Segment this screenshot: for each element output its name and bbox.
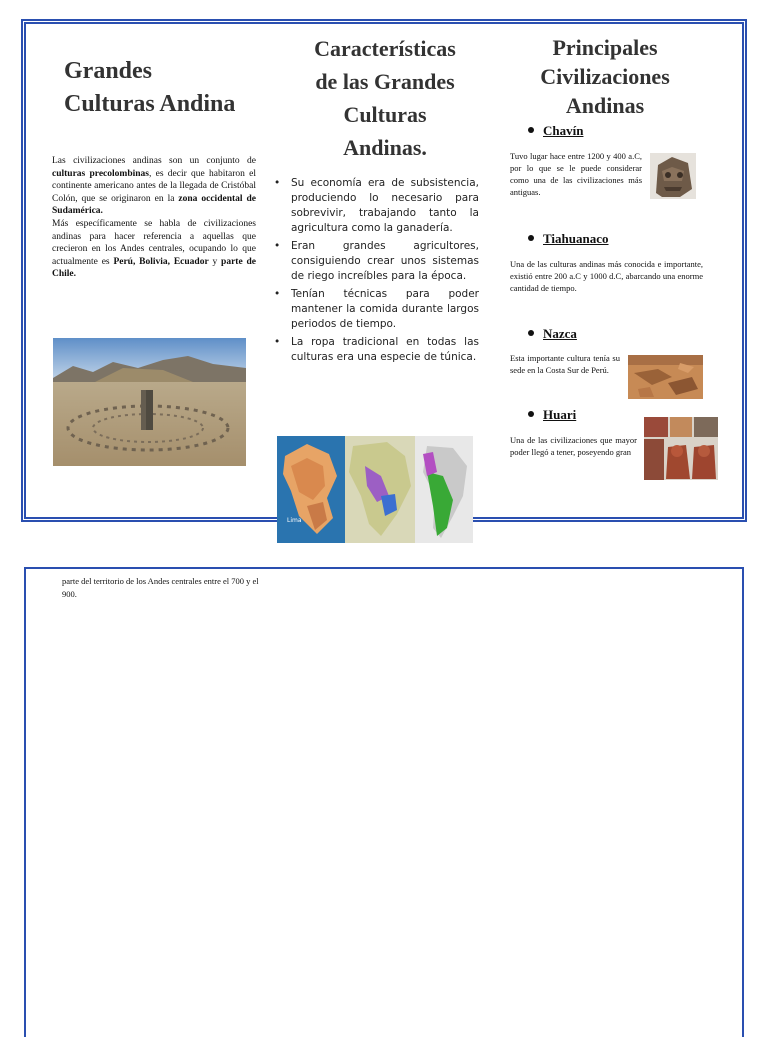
- right-title-line1: Principales: [552, 35, 658, 60]
- huari-statues-image: [644, 417, 718, 480]
- civ-heading-tiahuanaco: [528, 230, 609, 248]
- list-item: • Tenían técnicas para poder mantener la comida durante largos periodos de tiempo.: [274, 287, 479, 332]
- intro-text-1: Las civilizaciones andinas son un conjunto de: [52, 156, 256, 166]
- intro-text-4: y: [208, 256, 222, 267]
- intro-bold-3: Perú, Bolivia, Ecuador: [113, 256, 209, 267]
- map-label: Lima: [287, 517, 302, 524]
- list-item: • La ropa tradicional en todas las culturas era una especie de túnica.: [274, 335, 479, 365]
- middle-title: [295, 32, 475, 164]
- stone-circle-photo: [53, 338, 246, 466]
- right-title-line3: Andinas: [565, 93, 645, 118]
- middle-title-line3: Culturas: [343, 102, 427, 127]
- civ-heading-chavin: [528, 122, 583, 140]
- chavin-head-image: [650, 153, 696, 199]
- left-title: [64, 55, 264, 121]
- civ-text-chavin: Tuvo lugar hace entre 1200 y 400 a.C, por lo que se le puede considerar como una de las civilizaciones más antiguas.: [510, 151, 642, 197]
- intro-bold-2: zona occidental de Sudamérica.: [52, 193, 256, 217]
- right-title: [505, 33, 705, 120]
- intro-bold-1: culturas precolombinas: [52, 168, 149, 179]
- intro-bold-4: parte de Chile.: [52, 256, 256, 280]
- civ-text-tiahuanaco: Una de las culturas andinas más conocida e importante, existió entre 200 a.C y 1000 d.C, abarcando una enorme cantidad de tiempo.: [510, 259, 703, 293]
- civ-heading-huari: [528, 406, 576, 424]
- left-title-line2: Culturas Andina: [64, 91, 236, 117]
- continued-huari-text: parte del territorio de los Andes centrales entre el 700 y el 900.: [62, 576, 259, 599]
- bullet-icon: [528, 235, 534, 241]
- civ-name: Huari: [543, 407, 577, 422]
- intro-text-3: Más específicamente se habla de civilizaciones andinas para hacer referencia a aquellas que crecieron en los Andes centrales, ocupando lo que actualmente es: [52, 218, 256, 267]
- civ-name: Nazca: [543, 326, 577, 341]
- bullet-icon: [528, 127, 534, 133]
- characteristics-list: [274, 176, 479, 368]
- nazca-ruins-image: [628, 355, 703, 399]
- bullet-icon: [528, 330, 534, 336]
- right-title-line2: Civilizaciones: [540, 64, 670, 89]
- civ-name: Tiahuanaco: [543, 231, 609, 246]
- civ-text-nazca: Esta importante cultura tenía su sede en la Costa Sur de Perú.: [510, 353, 620, 375]
- intro-text-2: , es decir que habitaron el continente americano antes de la llegada de Cristóbal Colón, que se originaron en la: [52, 168, 256, 204]
- andean-maps-image: [277, 436, 473, 543]
- brochure-panel-2: [24, 567, 744, 1037]
- middle-title-line2: de las Grandes: [315, 69, 455, 94]
- left-title-line1: Grandes: [64, 58, 153, 84]
- middle-title-line1: Características: [314, 36, 456, 61]
- list-item: • Su economía era de subsistencia, produciendo lo necesario para sobrevivir, trabajando tanto la agricultura como la ganadería.: [274, 176, 479, 236]
- civ-name: Chavín: [543, 123, 584, 138]
- civ-text-huari: Una de las civilizaciones que mayor poder llegó a tener, poseyendo gran: [510, 435, 637, 457]
- bullet-icon: [528, 411, 534, 417]
- civ-heading-nazca: [528, 325, 577, 343]
- list-item: • Eran grandes agricultores, consiguiendo crear unos sistemas de riego increíbles para la época.: [274, 239, 479, 284]
- intro-paragraph: [52, 155, 256, 281]
- middle-title-line4: Andinas.: [343, 135, 427, 160]
